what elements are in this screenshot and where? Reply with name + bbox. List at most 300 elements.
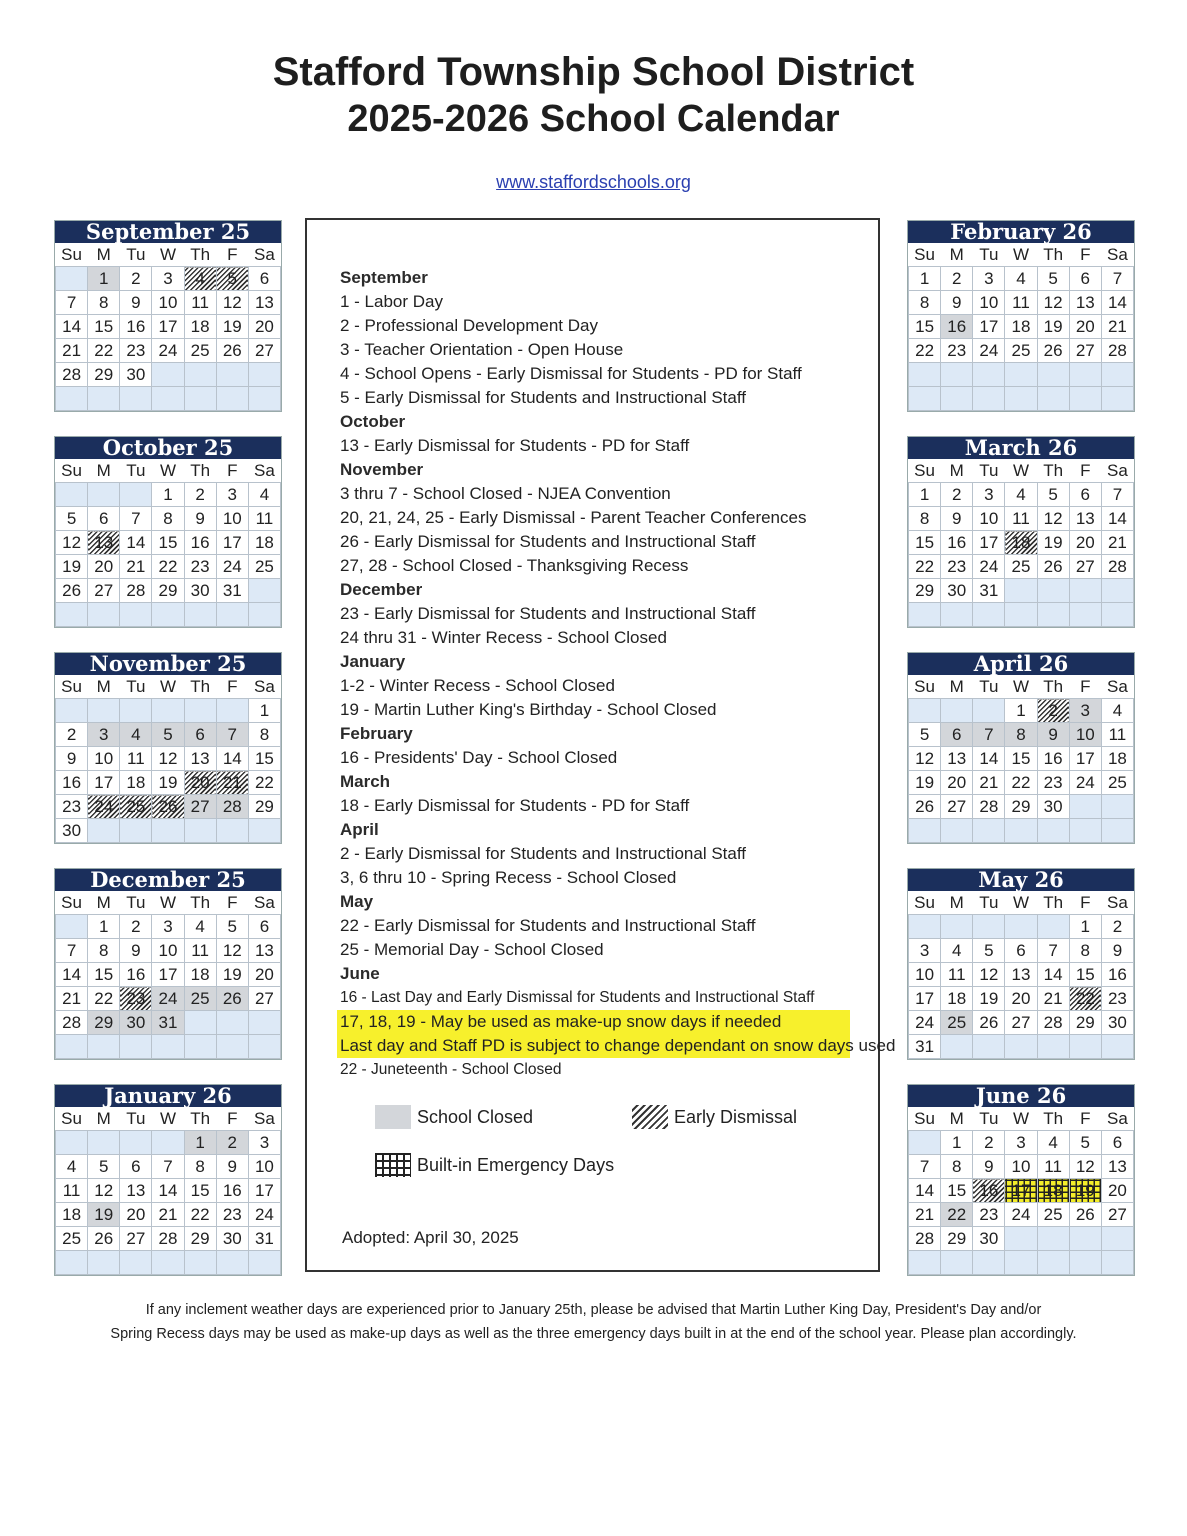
empty-cell	[973, 915, 1005, 939]
day-cell: 7	[152, 1155, 184, 1179]
empty-cell	[56, 699, 88, 723]
empty-cell	[120, 1035, 152, 1059]
day-cell: 12	[1037, 507, 1069, 531]
empty-cell	[88, 699, 120, 723]
empty-cell	[909, 819, 941, 843]
empty-cell	[56, 915, 88, 939]
day-cell: 8	[184, 1155, 216, 1179]
day-cell: 10	[973, 291, 1005, 315]
weekday-label: Su	[56, 1107, 88, 1131]
adopted-date: Adopted: April 30, 2025	[342, 1228, 519, 1247]
day-cell: 4	[184, 915, 216, 939]
day-cell: 26	[1037, 555, 1069, 579]
empty-cell	[56, 267, 88, 291]
day-cell: 21	[56, 339, 88, 363]
empty-cell	[216, 603, 248, 627]
weekday-label: W	[1005, 675, 1037, 699]
day-cell: 15	[248, 747, 280, 771]
weekday-label: Su	[56, 459, 88, 483]
day-cell: 12	[216, 939, 248, 963]
day-cell: 2	[216, 1131, 248, 1155]
day-cell: 5	[1069, 1131, 1101, 1155]
calendar-title: 2025-2026 School Calendar	[347, 98, 840, 140]
day-cell: 13	[248, 939, 280, 963]
day-cell: 26	[216, 339, 248, 363]
day-cell: 25	[941, 1011, 973, 1035]
day-cell: 31	[152, 1011, 184, 1035]
day-cell: 29	[248, 795, 280, 819]
day-cell: 27	[248, 987, 280, 1011]
day-cell: 28	[56, 363, 88, 387]
day-cell: 25	[1005, 339, 1037, 363]
weekday-label: Tu	[973, 1107, 1005, 1131]
day-cell: 23	[1037, 771, 1069, 795]
event-item: 2 - Professional Development Day	[340, 316, 598, 335]
empty-cell	[941, 819, 973, 843]
event-item: 22 - Early Dismissal for Students and Instructional Staff	[340, 916, 756, 935]
event-item: 16 - Last Day and Early Dismissal for Students and Instructional Staff	[340, 989, 815, 1006]
empty-cell	[941, 603, 973, 627]
empty-cell	[248, 603, 280, 627]
day-cell: 28	[56, 1011, 88, 1035]
empty-cell	[216, 819, 248, 843]
day-cell: 18	[1005, 531, 1037, 555]
event-item: 19 - Martin Luther King's Birthday - School Closed	[340, 700, 717, 719]
empty-cell	[1101, 603, 1133, 627]
empty-cell	[941, 699, 973, 723]
empty-cell	[1101, 579, 1133, 603]
day-cell: 9	[216, 1155, 248, 1179]
day-cell: 23	[120, 987, 152, 1011]
empty-cell	[909, 915, 941, 939]
day-cell: 25	[184, 339, 216, 363]
day-cell: 28	[216, 795, 248, 819]
day-cell: 5	[216, 915, 248, 939]
weekday-label: Su	[909, 243, 941, 267]
day-cell: 27	[248, 339, 280, 363]
event-item: 16 - Presidents' Day - School Closed	[340, 748, 618, 767]
month-calendar	[54, 220, 282, 412]
day-cell: 11	[56, 1179, 88, 1203]
day-cell: 9	[973, 1155, 1005, 1179]
day-cell: 5	[1037, 267, 1069, 291]
month-title: February 26	[908, 221, 1134, 243]
day-cell: 29	[1005, 795, 1037, 819]
day-cell: 11	[184, 291, 216, 315]
weekday-label: M	[88, 459, 120, 483]
event-item: 23 - Early Dismissal for Students and Instructional Staff	[340, 604, 756, 623]
day-cell: 26	[1069, 1203, 1101, 1227]
day-cell: 18	[1101, 747, 1133, 771]
day-cell: 11	[120, 747, 152, 771]
day-cell: 2	[1101, 915, 1133, 939]
day-cell: 9	[1101, 939, 1133, 963]
day-cell: 14	[152, 1179, 184, 1203]
month-title: November 25	[55, 653, 281, 675]
day-cell: 29	[184, 1227, 216, 1251]
weekday-label: Th	[184, 459, 216, 483]
empty-cell	[1069, 363, 1101, 387]
empty-cell	[184, 1035, 216, 1059]
day-cell: 12	[973, 963, 1005, 987]
day-cell: 8	[88, 939, 120, 963]
empty-cell	[1101, 1035, 1133, 1059]
day-cell: 13	[1069, 291, 1101, 315]
day-cell: 30	[56, 819, 88, 843]
empty-cell	[184, 1251, 216, 1275]
empty-cell	[1005, 819, 1037, 843]
day-cell: 28	[909, 1227, 941, 1251]
weekday-label: Tu	[973, 243, 1005, 267]
empty-cell	[1101, 363, 1133, 387]
weekday-label: Sa	[248, 891, 280, 915]
day-cell: 16	[973, 1179, 1005, 1203]
day-cell: 8	[1069, 939, 1101, 963]
empty-cell	[973, 1251, 1005, 1275]
month-title: May 26	[908, 869, 1134, 891]
weekday-label: W	[152, 675, 184, 699]
event-item: 27, 28 - School Closed - Thanksgiving Recess	[340, 556, 689, 575]
day-cell: 1	[909, 267, 941, 291]
weekday-label: W	[152, 459, 184, 483]
empty-cell	[120, 699, 152, 723]
day-cell: 23	[941, 555, 973, 579]
empty-cell	[1005, 579, 1037, 603]
day-cell: 25	[248, 555, 280, 579]
day-cell: 29	[909, 579, 941, 603]
day-cell: 4	[120, 723, 152, 747]
legend-closed	[375, 1105, 533, 1129]
day-cell: 25	[184, 987, 216, 1011]
day-cell: 13	[941, 747, 973, 771]
day-cell: 2	[184, 483, 216, 507]
weekday-label: M	[941, 891, 973, 915]
weekday-label: Sa	[248, 1107, 280, 1131]
day-cell: 26	[909, 795, 941, 819]
day-cell: 20	[248, 963, 280, 987]
day-cell: 13	[120, 1179, 152, 1203]
day-cell: 7	[1101, 483, 1133, 507]
day-cell: 14	[1101, 291, 1133, 315]
day-cell: 11	[1005, 291, 1037, 315]
day-cell: 24	[1069, 771, 1101, 795]
day-cell: 2	[941, 483, 973, 507]
month-calendar	[907, 868, 1135, 1060]
empty-cell	[1101, 819, 1133, 843]
month-calendar	[54, 436, 282, 628]
day-cell: 2	[941, 267, 973, 291]
weekday-label: Su	[909, 1107, 941, 1131]
weekday-label: Su	[56, 891, 88, 915]
empty-cell	[1069, 1251, 1101, 1275]
day-cell: 16	[1037, 747, 1069, 771]
weekday-label: W	[152, 891, 184, 915]
day-cell: 6	[1069, 267, 1101, 291]
day-cell: 27	[1069, 555, 1101, 579]
day-cell: 10	[216, 507, 248, 531]
day-cell: 29	[152, 579, 184, 603]
empty-cell	[1037, 387, 1069, 411]
day-cell: 29	[1069, 1011, 1101, 1035]
event-item: 2 - Early Dismissal for Students and Instructional Staff	[340, 844, 746, 863]
empty-cell	[1101, 795, 1133, 819]
empty-cell	[184, 819, 216, 843]
day-cell: 24	[152, 987, 184, 1011]
day-cell: 10	[248, 1155, 280, 1179]
day-cell: 16	[216, 1179, 248, 1203]
day-cell: 10	[1005, 1155, 1037, 1179]
empty-cell	[1101, 387, 1133, 411]
event-month-heading: November	[340, 460, 424, 479]
day-cell: 21	[1101, 315, 1133, 339]
empty-cell	[1005, 1251, 1037, 1275]
empty-cell	[120, 387, 152, 411]
day-cell: 1	[248, 699, 280, 723]
weekday-label: Sa	[1101, 891, 1133, 915]
empty-cell	[56, 1131, 88, 1155]
empty-cell	[1069, 819, 1101, 843]
empty-cell	[1005, 603, 1037, 627]
day-cell: 31	[216, 579, 248, 603]
day-cell: 5	[973, 939, 1005, 963]
day-cell: 17	[909, 987, 941, 1011]
empty-cell	[973, 819, 1005, 843]
day-cell: 27	[1069, 339, 1101, 363]
event-month-heading: February	[340, 724, 413, 743]
legend-emergency	[375, 1153, 614, 1177]
empty-cell	[248, 579, 280, 603]
day-cell: 14	[1037, 963, 1069, 987]
day-cell: 27	[184, 795, 216, 819]
empty-cell	[1005, 363, 1037, 387]
day-cell: 17	[248, 1179, 280, 1203]
empty-cell	[1037, 1227, 1069, 1251]
day-cell: 17	[1069, 747, 1101, 771]
day-cell: 24	[152, 339, 184, 363]
day-cell: 22	[909, 339, 941, 363]
day-cell: 15	[152, 531, 184, 555]
empty-cell	[1069, 603, 1101, 627]
day-cell: 11	[1005, 507, 1037, 531]
day-cell: 16	[941, 531, 973, 555]
empty-cell	[248, 387, 280, 411]
website-link[interactable]: www.staffordschools.org	[496, 172, 691, 192]
day-cell: 22	[1005, 771, 1037, 795]
day-cell: 21	[1037, 987, 1069, 1011]
month-title: December 25	[55, 869, 281, 891]
month-title: April 26	[908, 653, 1134, 675]
day-cell: 27	[1005, 1011, 1037, 1035]
day-cell: 29	[88, 1011, 120, 1035]
day-cell: 19	[216, 963, 248, 987]
day-cell: 24	[216, 555, 248, 579]
day-cell: 20	[1005, 987, 1037, 1011]
day-cell: 4	[1005, 267, 1037, 291]
empty-cell	[1037, 1251, 1069, 1275]
day-cell: 22	[941, 1203, 973, 1227]
day-cell: 25	[1101, 771, 1133, 795]
empty-cell	[909, 1251, 941, 1275]
day-cell: 10	[88, 747, 120, 771]
day-cell: 14	[216, 747, 248, 771]
weekday-label: Tu	[120, 459, 152, 483]
day-cell: 10	[152, 291, 184, 315]
empty-cell	[88, 1035, 120, 1059]
empty-cell	[973, 699, 1005, 723]
day-cell: 18	[184, 315, 216, 339]
weekday-label: M	[88, 891, 120, 915]
day-cell: 14	[1101, 507, 1133, 531]
day-cell: 16	[120, 315, 152, 339]
day-cell: 2	[56, 723, 88, 747]
weekday-label: M	[941, 675, 973, 699]
event-item: 3, 6 thru 10 - Spring Recess - School Closed	[340, 868, 677, 887]
day-cell: 8	[909, 291, 941, 315]
day-cell: 25	[1037, 1203, 1069, 1227]
empty-cell	[909, 699, 941, 723]
day-cell: 13	[88, 531, 120, 555]
day-cell: 8	[909, 507, 941, 531]
empty-cell	[941, 915, 973, 939]
event-item: 1-2 - Winter Recess - School Closed	[340, 676, 615, 695]
empty-cell	[120, 603, 152, 627]
empty-cell	[1069, 1227, 1101, 1251]
weekday-label: Tu	[120, 1107, 152, 1131]
weekday-label: Sa	[1101, 243, 1133, 267]
month-calendar	[907, 652, 1135, 844]
empty-cell	[973, 363, 1005, 387]
weekday-label: Sa	[248, 675, 280, 699]
day-cell: 27	[941, 795, 973, 819]
day-cell: 15	[1069, 963, 1101, 987]
day-cell: 11	[248, 507, 280, 531]
day-cell: 30	[1037, 795, 1069, 819]
empty-cell	[941, 363, 973, 387]
day-cell: 18	[941, 987, 973, 1011]
weekday-label: Th	[184, 891, 216, 915]
day-cell: 24	[973, 339, 1005, 363]
legend-early-label: Early Dismissal	[674, 1106, 798, 1127]
day-cell: 6	[88, 507, 120, 531]
empty-cell	[248, 1011, 280, 1035]
event-month-heading: May	[340, 892, 374, 911]
day-cell: 29	[941, 1227, 973, 1251]
day-cell: 7	[1101, 267, 1133, 291]
day-cell: 26	[88, 1227, 120, 1251]
weekday-label: F	[1069, 243, 1101, 267]
day-cell: 6	[1069, 483, 1101, 507]
empty-cell	[1069, 387, 1101, 411]
day-cell: 9	[120, 291, 152, 315]
day-cell: 14	[120, 531, 152, 555]
empty-cell	[1037, 1035, 1069, 1059]
empty-cell	[56, 1035, 88, 1059]
day-cell: 24	[1005, 1203, 1037, 1227]
day-cell: 22	[88, 987, 120, 1011]
day-cell: 15	[1005, 747, 1037, 771]
empty-cell	[941, 1251, 973, 1275]
day-cell: 2	[120, 267, 152, 291]
month-calendar	[54, 868, 282, 1060]
weekday-label: F	[216, 891, 248, 915]
empty-cell	[184, 603, 216, 627]
district-title: Stafford Township School District	[272, 50, 915, 94]
day-cell: 7	[120, 507, 152, 531]
day-cell: 28	[1101, 339, 1133, 363]
day-cell: 7	[56, 291, 88, 315]
day-cell: 1	[941, 1131, 973, 1155]
weekday-label: F	[216, 459, 248, 483]
day-cell: 2	[1037, 699, 1069, 723]
event-month-heading: March	[340, 772, 391, 791]
day-cell: 13	[1005, 963, 1037, 987]
day-cell: 12	[909, 747, 941, 771]
event-item: 24 thru 31 - Winter Recess - School Closed	[340, 628, 667, 647]
weekday-label: W	[152, 1107, 184, 1131]
weekday-label: Th	[184, 243, 216, 267]
empty-cell	[56, 483, 88, 507]
day-cell: 22	[909, 555, 941, 579]
day-cell: 12	[152, 747, 184, 771]
day-cell: 21	[909, 1203, 941, 1227]
day-cell: 24	[909, 1011, 941, 1035]
day-cell: 8	[88, 291, 120, 315]
day-cell: 8	[941, 1155, 973, 1179]
event-item: 25 - Memorial Day - School Closed	[340, 940, 604, 959]
weekday-label: Tu	[973, 891, 1005, 915]
event-month-heading: June	[340, 964, 380, 983]
empty-cell	[184, 363, 216, 387]
month-title: March 26	[908, 437, 1134, 459]
weekday-label: M	[941, 243, 973, 267]
day-cell: 7	[909, 1155, 941, 1179]
day-cell: 15	[184, 1179, 216, 1203]
day-cell: 12	[1069, 1155, 1101, 1179]
empty-cell	[184, 1011, 216, 1035]
day-cell: 9	[941, 507, 973, 531]
day-cell: 19	[216, 315, 248, 339]
empty-cell	[973, 387, 1005, 411]
month-calendar	[907, 436, 1135, 628]
event-month-heading: September	[340, 268, 428, 287]
day-cell: 17	[973, 531, 1005, 555]
weekday-label: F	[1069, 675, 1101, 699]
day-cell: 15	[941, 1179, 973, 1203]
day-cell: 22	[88, 339, 120, 363]
day-cell: 4	[1101, 699, 1133, 723]
day-cell: 4	[941, 939, 973, 963]
legend-emergency-label: Built-in Emergency Days	[417, 1154, 615, 1175]
day-cell: 20	[88, 555, 120, 579]
empty-cell	[1037, 579, 1069, 603]
day-cell: 9	[56, 747, 88, 771]
day-cell: 17	[88, 771, 120, 795]
empty-cell	[56, 387, 88, 411]
day-cell: 14	[909, 1179, 941, 1203]
empty-cell	[120, 819, 152, 843]
day-cell: 5	[88, 1155, 120, 1179]
weekday-label: Th	[184, 1107, 216, 1131]
day-cell: 26	[973, 1011, 1005, 1035]
day-cell: 13	[1101, 1155, 1133, 1179]
event-item: 3 - Teacher Orientation - Open House	[340, 340, 624, 359]
day-cell: 1	[88, 267, 120, 291]
day-cell: 15	[909, 315, 941, 339]
day-cell: 5	[216, 267, 248, 291]
day-cell: 18	[1005, 315, 1037, 339]
weekday-label: Th	[184, 675, 216, 699]
day-cell: 30	[120, 363, 152, 387]
